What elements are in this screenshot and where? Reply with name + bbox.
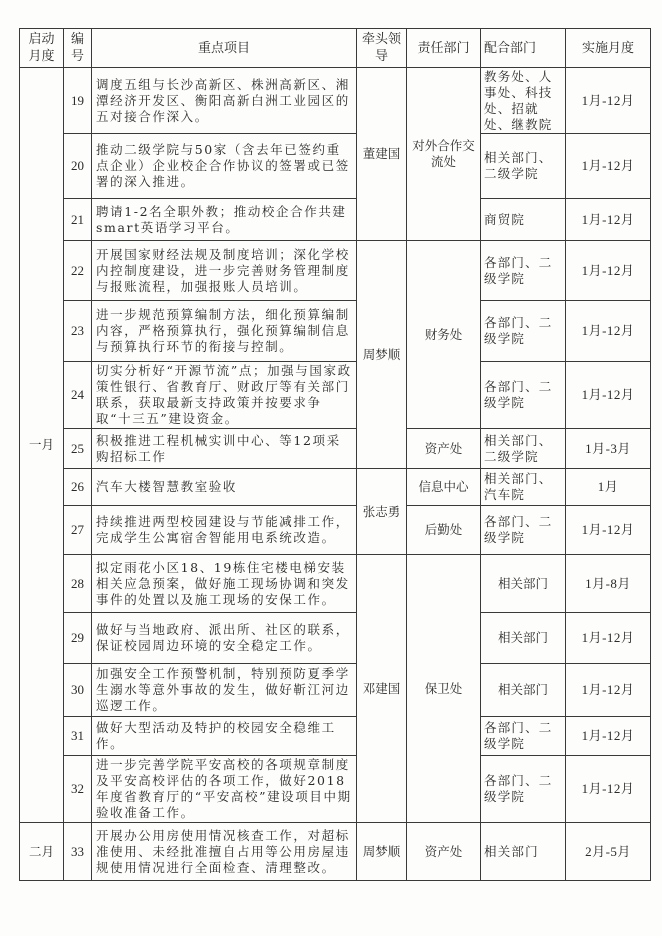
period-cell: 1月-3月 <box>566 429 651 469</box>
item-number: 25 <box>64 429 92 469</box>
header-project: 重点项目 <box>92 29 357 68</box>
item-number: 20 <box>64 134 92 199</box>
item-number: 28 <box>64 555 92 613</box>
period-cell: 1月-12月 <box>566 68 651 134</box>
table-row <box>20 68 651 134</box>
period-cell: 2月-5月 <box>566 823 651 881</box>
item-number: 31 <box>64 717 92 756</box>
responsible-dept-cell: 信息中心 <box>407 469 481 506</box>
header-row <box>20 29 651 68</box>
project-cell: 推动二级学院与50家（含去年已签约重点企业）企业校企合作协议的签署或已签署的深入推进。 <box>92 134 357 199</box>
project-cell: 进一步完善学院平安高校的各项规章制度及平安高校评估的各项工作，做好2018年度省教育厅的“平安高校”建设项目中期验收准备工作。 <box>92 756 357 823</box>
header-responsible: 责任部门 <box>407 29 481 68</box>
coop-dept-cell: 各部门、二级学院 <box>481 756 566 823</box>
item-number: 21 <box>64 199 92 241</box>
table-row <box>20 717 651 756</box>
period-cell: 1月-12月 <box>566 301 651 362</box>
header-leader: 牵头领导 <box>357 29 407 68</box>
period-cell: 1月-12月 <box>566 664 651 717</box>
coop-dept-cell: 教务处、人事处、科技处、招就处、继教院 <box>481 68 566 134</box>
period-cell: 1月-12月 <box>566 613 651 664</box>
table-row <box>20 664 651 717</box>
project-cell: 调度五组与长沙高新区、株洲高新区、湘潭经济开发区、衡阳高新白洲工业园区的五对接合作深入。 <box>92 68 357 134</box>
coop-dept-cell: 相关部门、二级学院 <box>481 134 566 199</box>
table-row <box>20 241 651 301</box>
coop-dept-cell: 相关部门 <box>481 823 566 881</box>
coop-dept-cell: 各部门、二级学院 <box>481 362 566 429</box>
leader-cell: 周梦顺 <box>357 823 407 881</box>
responsible-dept-cell: 财务处 <box>407 241 481 429</box>
project-cell: 开展办公用房使用情况核查工作，对超标准使用、未经批准擅自占用等公用房屋违规使用情况进行全面检查、清理整改。 <box>92 823 357 881</box>
start-month-cell: 一月 <box>20 68 64 823</box>
project-cell: 做好大型活动及特护的校园安全稳维工作。 <box>92 717 357 756</box>
period-cell: 1月-12月 <box>566 506 651 555</box>
coop-dept-cell: 相关部门 <box>481 555 566 613</box>
project-cell: 切实分析好“开源节流”点；加强与国家政策性银行、省教育厅、财政厅等有关部门联系，获取最新支持政策并按要求争取“十三五”建设资金。 <box>92 362 357 429</box>
project-cell: 持续推进两型校园建设与节能减排工作，完成学生公寓宿舍智能用电系统改造。 <box>92 506 357 555</box>
table-row <box>20 756 651 823</box>
project-cell: 积极推进工程机械实训中心、等12项采购招标工作 <box>92 429 357 469</box>
period-cell: 1月-12月 <box>566 199 651 241</box>
header-start-month: 启动月度 <box>20 29 64 68</box>
responsible-dept-cell: 对外合作交流处 <box>407 68 481 241</box>
coop-dept-cell: 各部门、二级学院 <box>481 301 566 362</box>
coop-dept-cell: 相关部门、汽车院 <box>481 469 566 506</box>
table-row <box>20 199 651 241</box>
period-cell: 1月-12月 <box>566 717 651 756</box>
period-cell: 1月-12月 <box>566 134 651 199</box>
project-cell: 加强安全工作预警机制，特别预防夏季学生溺水等意外事故的发生，做好靳江河边巡逻工作。 <box>92 664 357 717</box>
item-number: 29 <box>64 613 92 664</box>
project-cell: 进一步规范预算编制方法，细化预算编制内容，严格预算执行，强化预算编制信息与预算执行环节的衔接与控制。 <box>92 301 357 362</box>
coop-dept-cell: 相关部门 <box>481 613 566 664</box>
header-cooperating: 配合部门 <box>481 29 566 68</box>
coop-dept-cell: 各部门、二级学院 <box>481 241 566 301</box>
item-number: 23 <box>64 301 92 362</box>
project-cell: 汽车大楼智慧教室验收 <box>92 469 357 506</box>
item-number: 32 <box>64 756 92 823</box>
coop-dept-cell: 相关部门、二级学院 <box>481 429 566 469</box>
leader-cell: 董建国 <box>357 68 407 241</box>
coop-dept-cell: 相关部门 <box>481 664 566 717</box>
period-cell: 1月-8月 <box>566 555 651 613</box>
project-cell: 开展国家财经法规及制度培训；深化学校内控制度建设，进一步完善财务管理制度与报账流程，加强报账人员培训。 <box>92 241 357 301</box>
item-number: 22 <box>64 241 92 301</box>
item-number: 24 <box>64 362 92 429</box>
table-row <box>20 613 651 664</box>
period-cell: 1月-12月 <box>566 756 651 823</box>
coop-dept-cell: 商贸院 <box>481 199 566 241</box>
project-cell: 做好与当地政府、派出所、社区的联系，保证校园周边环境的安全稳定工作。 <box>92 613 357 664</box>
responsible-dept-cell: 资产处 <box>407 823 481 881</box>
item-number: 27 <box>64 506 92 555</box>
responsible-dept-cell: 资产处 <box>407 429 481 469</box>
coop-dept-cell: 各部门、二级学院 <box>481 717 566 756</box>
project-cell: 聘请1-2名全职外教；推动校企合作共建smart英语学习平台。 <box>92 199 357 241</box>
responsible-dept-cell: 后勤处 <box>407 506 481 555</box>
period-cell: 1月-12月 <box>566 241 651 301</box>
header-period: 实施月度 <box>566 29 651 68</box>
item-number: 26 <box>64 469 92 506</box>
start-month-cell: 二月 <box>20 823 64 881</box>
table-row <box>20 823 651 881</box>
leader-cell: 邓建国 <box>357 555 407 823</box>
project-cell: 拟定雨花小区18、19栋住宅楼电梯安装相关应急预案，做好施工现场协调和突发事件的处置以及施工现场的安保工作。 <box>92 555 357 613</box>
table-row <box>20 429 651 469</box>
coop-dept-cell: 各部门、二级学院 <box>481 506 566 555</box>
work-plan-table <box>19 28 651 881</box>
table-row <box>20 469 651 506</box>
period-cell: 1月 <box>566 469 651 506</box>
table-row <box>20 301 651 362</box>
responsible-dept-cell: 保卫处 <box>407 555 481 823</box>
table-row <box>20 506 651 555</box>
period-cell: 1月-12月 <box>566 362 651 429</box>
table-row <box>20 362 651 429</box>
leader-cell: 张志勇 <box>357 469 407 555</box>
item-number: 19 <box>64 68 92 134</box>
leader-cell: 周梦顺 <box>357 241 407 469</box>
item-number: 30 <box>64 664 92 717</box>
table-row <box>20 134 651 199</box>
item-number: 33 <box>64 823 92 881</box>
table-row <box>20 555 651 613</box>
header-number: 编号 <box>64 29 92 68</box>
